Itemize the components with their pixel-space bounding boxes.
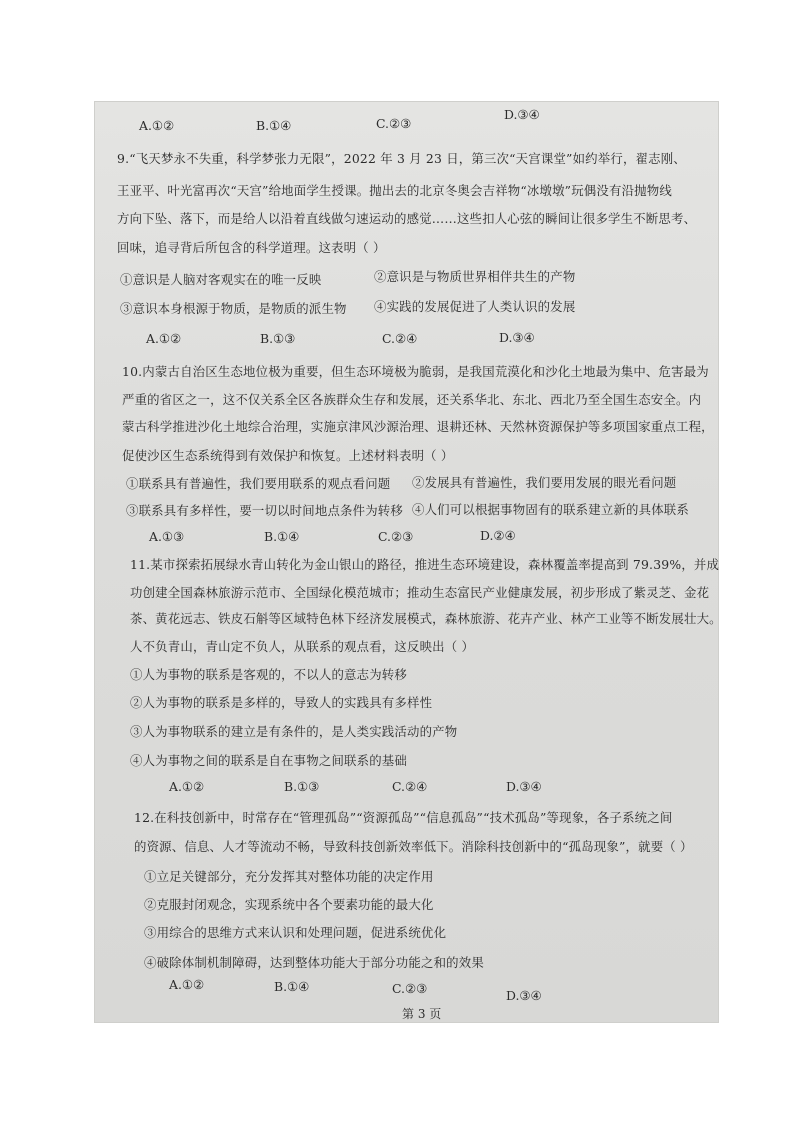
q12-option-a: A.①② xyxy=(169,977,205,992)
q9-statement: ④实践的发展促进了人类认识的发展 xyxy=(374,299,576,314)
q11-statement: ③人为事物联系的建立是有条件的，是人类实践活动的产物 xyxy=(130,724,458,739)
q9-statement: ①意识是人脑对客观实在的唯一反映 xyxy=(120,272,322,287)
q9-statement: ②意识是与物质世界相伴共生的产物 xyxy=(374,269,576,284)
q9-option-d: D.③④ xyxy=(499,330,535,345)
q12-statement: ③用综合的思维方式来认识和处理问题，促进系统优化 xyxy=(144,925,447,940)
q12-statement: ②克服封闭观念，实现系统中各个要素功能的最大化 xyxy=(144,897,434,912)
q10-statement: ④人们可以根据事物固有的联系建立新的具体联系 xyxy=(412,502,689,517)
q11-statement: ①人为事物的联系是客观的，不以人的意志为转移 xyxy=(130,667,407,682)
page-number: 第 3 页 xyxy=(402,1007,442,1021)
q10-stem-line: 促使沙区生态系统得到有效保护和恢复。上述材料表明（ ） xyxy=(122,448,454,463)
q11-statement: ②人为事物的联系是多样的，导致人的实践具有多样性 xyxy=(130,695,433,710)
q11-option-b: B.①③ xyxy=(284,779,320,794)
q11-option-d: D.③④ xyxy=(506,779,542,794)
q9-stem-line: 王亚平、叶光富再次“天宫”给地面学生授课。抛出去的北京冬奥会吉祥物“冰墩墩”玩偶没有沿抛物线 xyxy=(117,183,672,198)
q12-option-d: D.③④ xyxy=(506,988,542,1003)
q9-option-a: A.①② xyxy=(146,331,182,346)
q11-stem-line: 11.某市探索拓展绿水青山转化为金山银山的路径，推进生态环境建设，森林覆盖率提高到 79.39%，并成 xyxy=(130,557,720,572)
q12-statement: ④破除体制机制障碍，达到整体功能大于部分功能之和的效果 xyxy=(144,955,484,970)
option-d: D.③④ xyxy=(504,107,540,122)
q9-stem-line: 方向下坠、落下，而是给人以沿着直线做匀速运动的感觉……这些扣人心弦的瞬间让很多学生不断思考、 xyxy=(117,211,697,226)
option-a: A.①② xyxy=(139,118,175,133)
option-b: B.①④ xyxy=(256,118,292,133)
q11-option-c: C.②④ xyxy=(392,779,428,794)
q10-statement: ②发展具有普遍性，我们要用发展的眼光看问题 xyxy=(412,475,677,490)
q10-option-c: C.②③ xyxy=(378,529,414,544)
exam-page xyxy=(94,101,722,1023)
q9-option-b: B.①③ xyxy=(260,331,296,346)
q9-option-c: C.②④ xyxy=(382,331,418,346)
q10-option-b: B.①④ xyxy=(264,529,300,544)
q12-stem-line: 12.在科技创新中，时常存在“管理孤岛”“资源孤岛”“信息孤岛”“技术孤岛”等现象，各子系统之间 xyxy=(134,810,673,825)
q10-statement: ①联系具有普遍性，我们要用联系的观点看问题 xyxy=(126,476,391,491)
q9-statement: ③意识本身根源于物质，是物质的派生物 xyxy=(120,301,347,316)
q12-stem-line: 的资源、信息、人才等流动不畅，导致科技创新效率低下。消除科技创新中的“孤岛现象”，就要（ ） xyxy=(134,839,693,854)
q10-stem-line: 10.内蒙古自治区生态地位极为重要，但生态环境极为脆弱，是我国荒漠化和沙化土地最为集中、危害最为 xyxy=(122,364,709,379)
q12-statement: ①立足关键部分，充分发挥其对整体功能的决定作用 xyxy=(144,869,434,884)
q10-stem-line: 严重的省区之一，这不仅关系全区各族群众生存和发展，还关系华北、东北、西北乃至全国生态安全。内 xyxy=(122,392,702,407)
q11-option-a: A.①② xyxy=(169,779,205,794)
q11-statement: ④人为事物之间的联系是自在事物之间联系的基础 xyxy=(130,753,407,768)
q12-option-b: B.①④ xyxy=(274,979,310,994)
q10-stem-line: 蒙古科学推进沙化土地综合治理，实施京津风沙源治理、退耕还林、天然林资源保护等多项国家重点工程， xyxy=(122,419,714,434)
q12-option-c: C.②③ xyxy=(392,981,428,996)
q10-option-a: A.①③ xyxy=(149,529,185,544)
q10-option-d: D.②④ xyxy=(480,528,516,543)
q9-stem-line: 9.“飞天梦永不失重，科学梦张力无限”，2022 年 3 月 23 日，第三次“天宫课堂”如约举行，翟志刚、 xyxy=(117,151,686,166)
q11-stem-line: 人不负青山，青山定不负人，从联系的观点看，这反映出（ ） xyxy=(130,639,475,654)
q11-stem-line: 功创建全国森林旅游示范市、全国绿化模范城市；推动生态富民产业健康发展，初步形成了紫灵芝、金花 xyxy=(130,585,710,600)
option-c: C.②③ xyxy=(376,116,412,131)
q10-statement: ③联系具有多样性，要一切以时间地点条件为转移 xyxy=(126,503,403,518)
q9-stem-line: 回味，追寻背后所包含的科学道理。这表明（ ） xyxy=(117,240,386,255)
q11-stem-line: 茶、黄花远志、铁皮石斛等区域特色林下经济发展模式，森林旅游、花卉产业、林产工业等不断发展壮大。 xyxy=(130,611,722,626)
